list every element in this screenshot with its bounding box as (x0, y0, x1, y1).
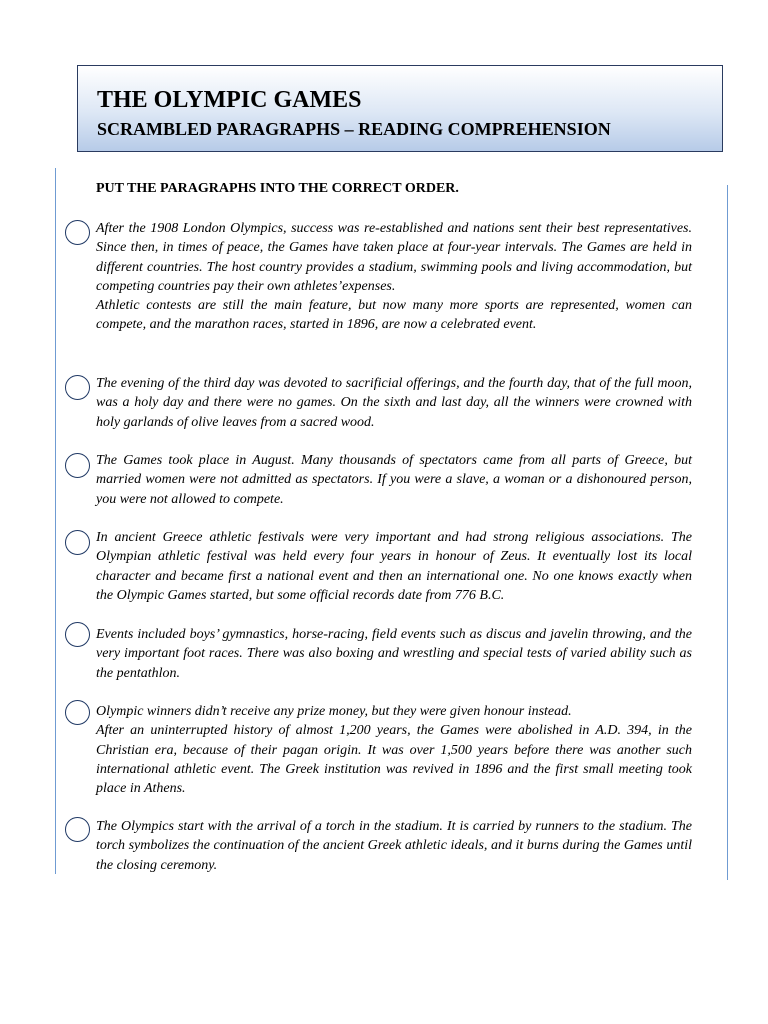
paragraph-6 (96, 702, 692, 798)
page-title: THE OLYMPIC GAMES (97, 87, 362, 113)
order-circle-4[interactable] (65, 530, 90, 555)
paragraph-4 (96, 528, 692, 605)
paragraph-2 (96, 374, 692, 432)
paragraph-7 (96, 817, 692, 875)
paragraph-3-part-1: The Games took place in August. Many thousands of spectators came from all parts of Greece, but married women were not admitted as spectators. If you were a slave, a woman or a dishonoured person, you were not allowed to compete. (96, 453, 692, 507)
page-subtitle: SCRAMBLED PARAGRAPHS – READING COMPREHENSION (97, 119, 611, 139)
paragraph-5 (96, 625, 692, 683)
paragraph-1-part-2: Athletic contests are still the main feature, but now many more sports are represented, women can compete, and the marathon races, started in 1896, are now a celebrated event. (96, 298, 692, 333)
order-circle-6[interactable] (65, 700, 90, 725)
paragraph-2-part-1: The evening of the third day was devoted to sacrificial offerings, and the fourth day, that of the full moon, was a holy day and there were no games. On the sixth and last day, all the winners were crowned with holy garlands of olive leaves from a sacred wood. (96, 376, 692, 430)
header-box (77, 65, 723, 152)
paragraph-1 (96, 219, 692, 335)
left-margin-line (55, 168, 56, 874)
order-circle-3[interactable] (65, 453, 90, 478)
right-margin-line (727, 185, 728, 880)
order-circle-2[interactable] (65, 375, 90, 400)
paragraph-3 (96, 451, 692, 509)
paragraph-1-part-1: After the 1908 London Olympics, success was re-established and nations sent their best representatives. Since then, in times of peace, the Games have taken place at four-year intervals. The Games are held in different countries. The host country provides a stadium, swimming pools and living accommodation, but competing countries pay their own athletes’expenses. (96, 221, 692, 294)
paragraph-4-part-1: In ancient Greece athletic festivals were very important and had strong religious associations. The Olympian athletic festival was held every four years in honour of Zeus. It eventually lost its local character and became first a national event and then an international one. No one knows exactly when the Olympic Games started, but some official records date from 776 B.C. (96, 530, 692, 603)
paragraph-7-part-1: The Olympics start with the arrival of a torch in the stadium. It is carried by runners to the stadium. The torch symbolizes the continuation of the ancient Greek athletic ideals, and it burns during the Games until the closing ceremony. (96, 819, 692, 873)
order-circle-7[interactable] (65, 817, 90, 842)
paragraph-6-part-1: Olympic winners didn’t receive any prize money, but they were given honour instead. (96, 704, 572, 719)
paragraph-6-part-2: After an uninterrupted history of almost 1,200 years, the Games were abolished in A.D. 394, in the Christian era, because of their pagan origin. It was over 1,500 years before there was another such international athletic event. The Greek institution was revived in 1896 and the first small meeting took place in Athens. (96, 723, 692, 797)
order-circle-5[interactable] (65, 622, 90, 647)
paragraph-5-part-1: Events included boys’ gymnastics, horse-racing, field events such as discus and javelin throwing, and the very important foot races. There was also boxing and wrestling and special tests of varied ability such as the pentathlon. (96, 627, 692, 681)
instruction-text: PUT THE PARAGRAPHS INTO THE CORRECT ORDER. (96, 181, 459, 196)
order-circle-1[interactable] (65, 220, 90, 245)
